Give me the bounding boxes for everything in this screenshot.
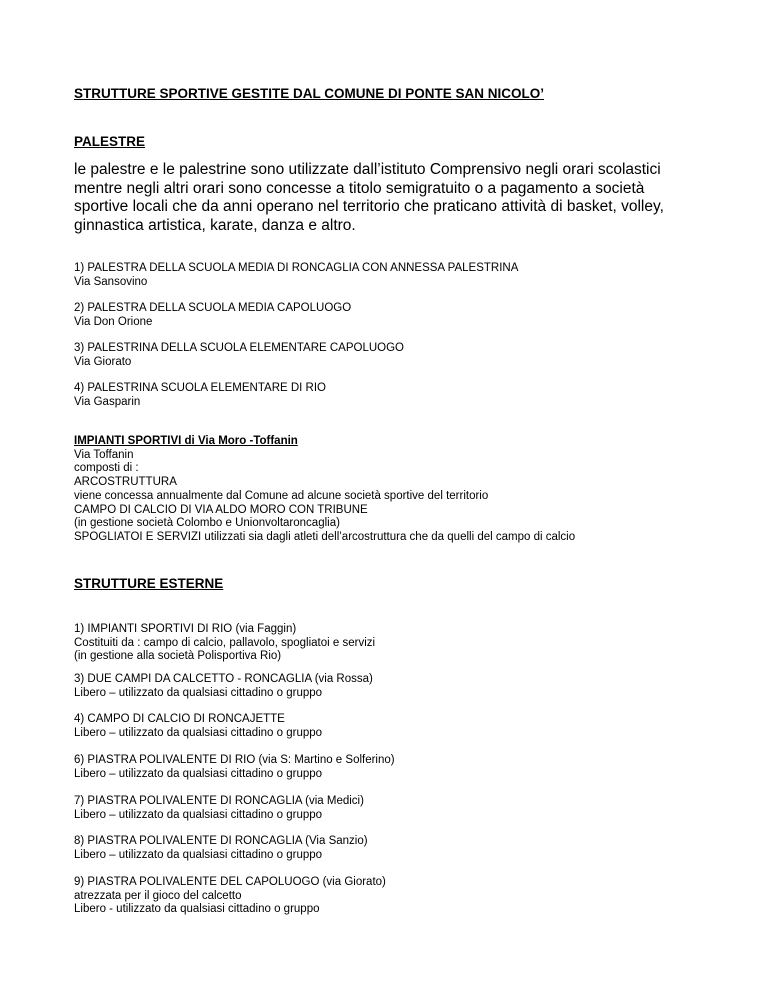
palestra-name: 1) PALESTRA DELLA SCUOLA MEDIA DI RONCAGLIA CON ANNESSA PALESTRINA (74, 262, 519, 274)
impianti-line: composti di : (74, 462, 139, 475)
esterna-line: 6) PIASTRA POLIVALENTE DI RIO (via S: Martino e Solferino) (74, 754, 395, 766)
esterna-item (74, 754, 395, 781)
palestra-address: Via Sansovino (74, 275, 148, 288)
impianti-line: viene concessa annualmente dal Comune ad alcune società sportive del territorio (74, 489, 489, 502)
palestre-intro (74, 161, 694, 235)
esterna-item (74, 795, 364, 822)
esterna-item (74, 713, 322, 740)
palestra-item (74, 262, 518, 289)
esterna-item (74, 623, 375, 664)
esterna-line: Libero – utilizzato da qualsiasi cittadino o gruppo (74, 767, 323, 780)
esterna-line: Costituiti da : campo di calcio, pallavolo, spogliatoi e servizi (74, 636, 376, 649)
impianti-moro-heading: IMPIANTI SPORTIVI di Via Moro -Toffanin (74, 435, 298, 447)
palestra-address: Via Giorato (74, 355, 132, 368)
palestra-name: 3) PALESTRINA DELLA SCUOLA ELEMENTARE CAPOLUOGO (74, 342, 404, 354)
palestra-address: Via Don Orione (74, 315, 153, 328)
esterna-line: 3) DUE CAMPI DA CALCETTO - RONCAGLIA (via Rossa) (74, 673, 373, 685)
impianti-line: CAMPO DI CALCIO DI VIA ALDO MORO CON TRIBUNE (74, 503, 368, 516)
esterna-item (74, 673, 373, 700)
intro-line: sportive locali che da anni operano nel territorio che praticano attività di basket, volley, (74, 198, 664, 215)
esterna-line: Libero – utilizzato da qualsiasi cittadino o gruppo (74, 726, 323, 739)
palestra-name: 4) PALESTRINA SCUOLA ELEMENTARE DI RIO (74, 382, 327, 394)
esterna-line: 9) PIASTRA POLIVALENTE DEL CAPOLUOGO (via Giorato) (74, 876, 386, 888)
palestra-item (74, 382, 326, 409)
esterna-line: 7) PIASTRA POLIVALENTE DI RONCAGLIA (via Medici) (74, 795, 364, 807)
impianti-line: (in gestione società Colombo e Unionvoltaroncaglia) (74, 517, 340, 530)
esterna-item (74, 876, 386, 917)
document-title: STRUTTURE SPORTIVE GESTITE DAL COMUNE DI PONTE SAN NICOLO’ (74, 86, 545, 101)
esterna-line: (in gestione alla società Polisportiva Rio) (74, 650, 282, 663)
esterna-item (74, 835, 368, 862)
intro-line: le palestre e le palestrine sono utilizzate dall’istituto Comprensivo negli orari scolastici (74, 161, 661, 178)
palestre-heading: PALESTRE (74, 134, 146, 149)
intro-line: mentre negli altri orari sono concesse a titolo semigratuito o a pagamento a società (74, 179, 645, 197)
esterna-line: Libero – utilizzato da qualsiasi cittadino o gruppo (74, 848, 323, 861)
impianti-line: Via Toffanin (74, 448, 134, 461)
esterna-line: 4) CAMPO DI CALCIO DI RONCAJETTE (74, 713, 285, 725)
palestra-address: Via Gasparin (74, 395, 141, 408)
esterna-line: 1) IMPIANTI SPORTIVI DI RIO (via Faggin) (74, 623, 297, 635)
palestra-item (74, 342, 404, 369)
impianti-line: ARCOSTRUTTURA (74, 476, 177, 489)
esterna-line: Libero – utilizzato da qualsiasi cittadino o gruppo (74, 686, 323, 699)
esterna-line: Libero - utilizzato da qualsiasi cittadino o gruppo (74, 903, 320, 916)
impianti-line: SPOGLIATOI E SERVIZI utilizzati sia dagli atleti dell’arcostruttura che da quelli del campo di calcio (74, 530, 576, 543)
palestra-name: 2) PALESTRA DELLA SCUOLA MEDIA CAPOLUOGO (74, 302, 352, 314)
intro-line: ginnastica artistica, karate, danza e altro. (74, 216, 356, 234)
esterna-line: Libero – utilizzato da qualsiasi cittadino o gruppo (74, 808, 323, 821)
esterna-line: atrezzata per il gioco del calcetto (74, 889, 242, 902)
esterne-heading: STRUTTURE ESTERNE (74, 576, 224, 591)
esterna-line: 8) PIASTRA POLIVALENTE DI RONCAGLIA (Via Sanzio) (74, 835, 368, 847)
impianti-moro-section (74, 435, 575, 545)
palestra-item (74, 302, 351, 329)
